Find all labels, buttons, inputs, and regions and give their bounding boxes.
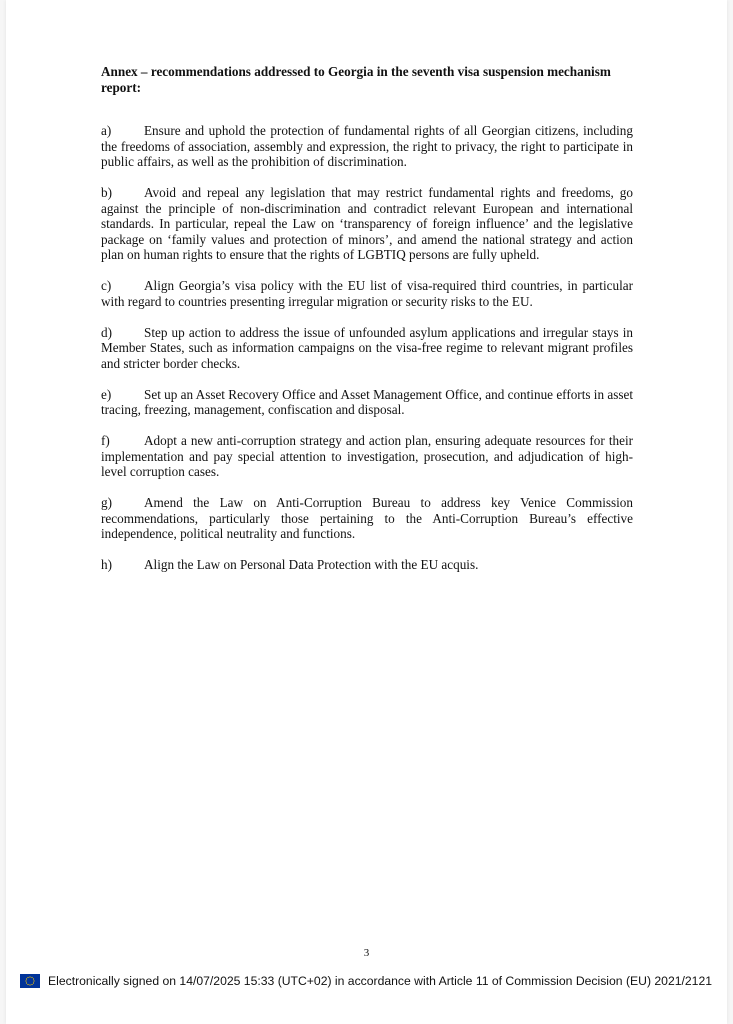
- annex-title: Annex – recommendations addressed to Georgia in the seventh visa suspension mechanism report:: [101, 64, 611, 95]
- recommendation-item: [101, 495, 633, 542]
- page-number: 3: [363, 947, 370, 959]
- recommendation-text: Align Georgia’s visa policy with the EU list of visa-required third countries, in particular with regard to countries presenting irregular migration or security risks to the EU.: [101, 278, 633, 309]
- recommendation-text: Adopt a new anti-corruption strategy and action plan, ensuring adequate resources for their implementation and pay special attention to investigation, prosecution, and adjudication of high-level corruption cases.: [101, 433, 633, 479]
- recommendation-text: Step up action to address the issue of unfounded asylum applications and irregular stays in Member States, such as information campaigns on the visa-free regime to relevant migrant profiles and stricter border checks.: [101, 324, 633, 371]
- recommendation-letter: e): [101, 386, 112, 402]
- recommendation-letter: f): [101, 433, 110, 448]
- recommendation-text: Set up an Asset Recovery Office and Asset Management Office, and continue efforts in asset tracing, freezing, management, confiscation and disposal.: [101, 386, 633, 417]
- recommendation-letter: g): [101, 495, 112, 510]
- signature-text: Electronically signed on 14/07/2025 15:33 (UTC+02) in accordance with Article 11 of Commission Decision (EU) 2021/2121: [48, 974, 713, 988]
- recommendation-item: [101, 123, 633, 170]
- recommendations-list: [101, 123, 633, 588]
- recommendation-item: [101, 278, 633, 309]
- eu-flag-icon: [20, 974, 40, 988]
- document-page: [6, 0, 727, 1024]
- recommendation-item: [101, 387, 633, 418]
- recommendation-item: [101, 433, 633, 480]
- recommendation-letter: b): [101, 185, 112, 200]
- recommendation-text: Align the Law on Personal Data Protection with the EU acquis.: [144, 557, 479, 572]
- recommendation-item: [101, 557, 633, 573]
- recommendation-letter: d): [101, 324, 112, 340]
- recommendation-letter: h): [101, 557, 112, 572]
- recommendation-letter: c): [101, 278, 112, 293]
- recommendation-item: [101, 185, 633, 263]
- recommendation-text: Avoid and repeal any legislation that may restrict fundamental rights and freedoms, go against the principle of non-discrimination and contradict relevant European and international standards. In particular, repeal the Law on ‘transparency of foreign influence’ and the legislative package on ‘family values and protection of minors’, and amend the national strategy and action plan on human rights to ensure that the rights of LGBTIQ persons are fully upheld.: [101, 185, 633, 262]
- signature-footer: [20, 972, 733, 990]
- recommendation-text: Ensure and uphold the protection of fundamental rights of all Georgian citizens, including the freedoms of association, assembly and expression, the right to privacy, the right to participate in public affairs, as well as the prohibition of discrimination.: [101, 123, 633, 169]
- recommendation-text: Amend the Law on Anti-Corruption Bureau to address key Venice Commission recommendations, particularly those pertaining to the Anti-Corruption Bureau’s effective independence, political neutrality and functions.: [101, 495, 633, 541]
- recommendation-item: [101, 325, 633, 372]
- recommendation-letter: a): [101, 123, 112, 138]
